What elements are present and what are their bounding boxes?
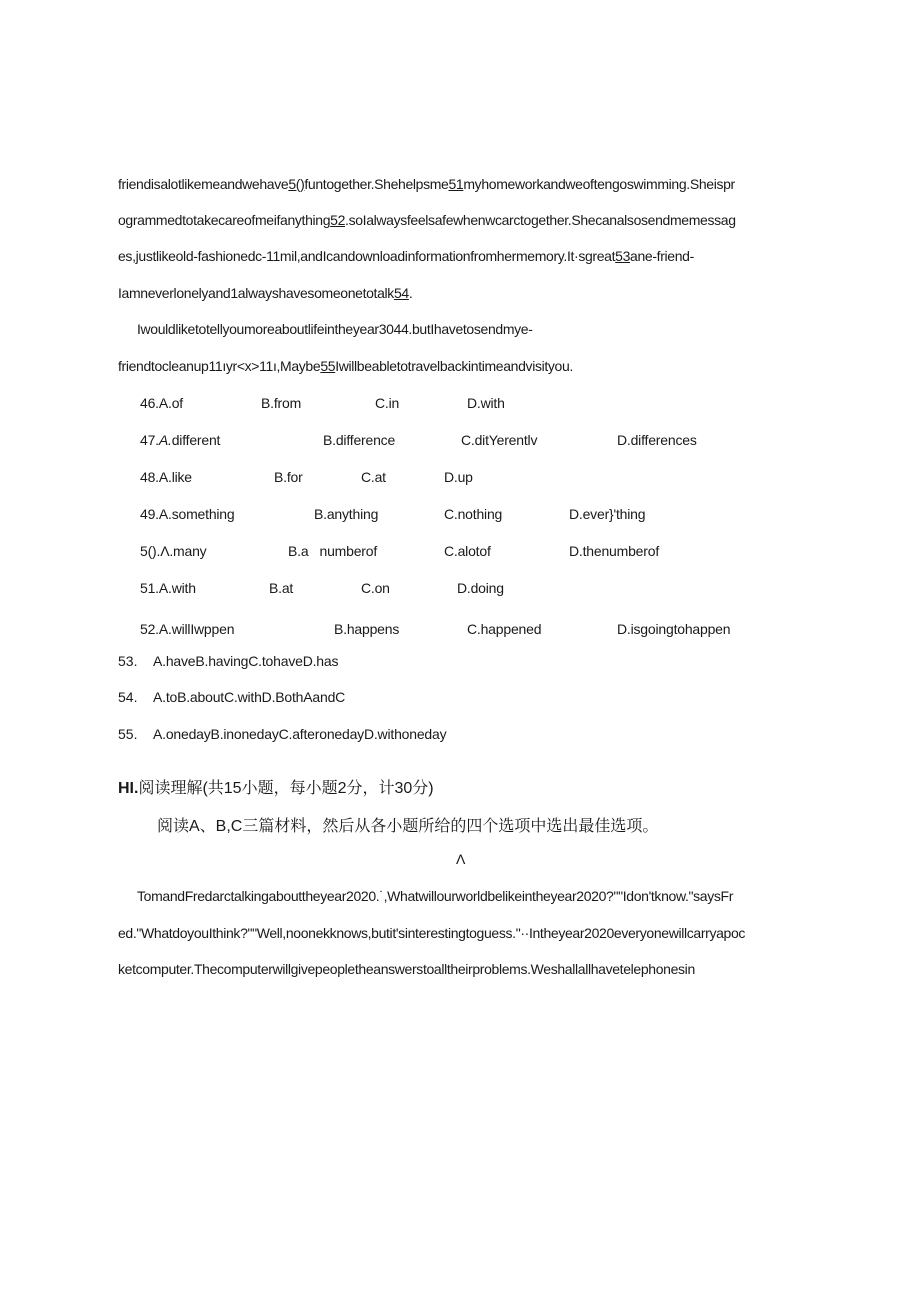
option-a: 49.A.something <box>140 506 235 522</box>
option-d: D.ever}'thing <box>569 506 646 522</box>
option-a: 46.A.of <box>140 395 183 411</box>
section-instruction: 阅读A、B,C三篇材料，然后从各小题所给的四个选项中选出最佳选项。 <box>157 818 659 835</box>
option-b: B.difference <box>323 432 396 448</box>
option-d: D.isgoingtohappen <box>617 621 731 637</box>
option-c: C.at <box>361 469 386 485</box>
blank-52: 52 <box>330 212 346 228</box>
passage-line-4 <box>118 285 412 301</box>
option-c: C.happened <box>467 621 542 637</box>
reading-line-3: ketcomputer.Thecomputerwillgivepeopletheanswerstoalltheirproblems.Weshallallhavetelephonesin <box>118 961 695 977</box>
passage-line-2 <box>118 212 736 228</box>
text: ane-friend- <box>630 248 694 264</box>
option-d: D.up <box>444 469 473 485</box>
text: friendtocleanup11ıyr<x>11ı,Maybe <box>118 358 321 374</box>
blank-54: 54 <box>393 285 409 301</box>
option-c: C.alotof <box>444 543 491 559</box>
option-b: B.for <box>274 469 303 485</box>
option-b: B.a numberof <box>288 543 378 559</box>
section-number: HI. <box>118 780 139 797</box>
text: .soIalwaysfeelsafewhenwcarctogether.Shecanalsosendmemessag <box>345 212 736 228</box>
option-a: 52.A.willIwppen <box>140 621 235 637</box>
option-c: C.ditYerentlv <box>461 432 538 448</box>
question-options: A.onedayB.inonedayC.afteronedayD.withoneday <box>153 726 447 742</box>
text: funtogether.Shehelpsme <box>304 176 449 192</box>
blank-53: 53 <box>615 248 631 264</box>
text: friendisalotlikemeandwehave <box>118 176 289 192</box>
section-heading <box>118 775 434 798</box>
text: ogrammedtotakecareofmeifanything <box>118 212 331 228</box>
option-b: B.happens <box>334 621 400 637</box>
text: Iwillbeabletotravelbackintimeandvisityou. <box>335 358 573 374</box>
text: myhomeworkandweoftengoswimming.Sheispr <box>463 176 735 192</box>
question-options: A.haveB.havingC.tohaveD.has <box>153 653 339 669</box>
question-options: A.toB.aboutC.withD.BothAandC <box>153 689 346 705</box>
reading-line-1: TomandFredarctalkingabouttheyear2020.˙,Whatwillourworldbelikeintheyear2020?""Idon'tknow."saysFr <box>137 888 734 904</box>
option-a: 51.A.with <box>140 580 196 596</box>
passage-line-5: Iwouldliketotellyoumoreaboutlifeintheyear3044.butIhavetosendmye- <box>137 321 533 337</box>
option-b: B.from <box>261 395 302 411</box>
question-number: 47. <box>140 432 159 448</box>
option-b: B.anything <box>314 506 379 522</box>
option-d: D.doing <box>457 580 504 596</box>
passage-line-3 <box>118 248 694 264</box>
passage-line-6 <box>118 358 573 374</box>
passage-line-1 <box>118 176 735 192</box>
text: es,justlikeold-fashionedc-11mil,andIcandownloadinformationfromhermemory.It·sgreat <box>118 248 616 264</box>
option-a: 5().Λ.many <box>140 543 207 559</box>
option-b: B.at <box>269 580 294 596</box>
option-letter: A. <box>158 432 172 448</box>
part-label: Λ <box>456 851 466 867</box>
option-d: D.differences <box>617 432 697 448</box>
option-d: D.thenumberof <box>569 543 660 559</box>
section-title: 阅读理解(共15小题，每小题2分，计30分) <box>138 780 434 797</box>
option-c: C.on <box>361 580 390 596</box>
option-d: D.with <box>467 395 505 411</box>
text: Iamneverlonelyand1alwayshavesomeonetotalk <box>118 285 394 301</box>
blank-51: 51 <box>448 176 464 192</box>
blank-50: 5() <box>288 176 305 192</box>
option-c: C.in <box>375 395 400 411</box>
option-a <box>140 432 220 448</box>
option-text: different <box>171 432 221 448</box>
question-number: 53. <box>118 653 138 669</box>
question-number: 54. <box>118 689 138 705</box>
reading-line-2: ed."WhatdoyouIthink?""Well,noonekknows,butit'sinterestingtoguess."··Intheyear2020everyonewillcarryapoc <box>118 925 746 941</box>
text: . <box>408 285 413 301</box>
option-a: 48.A.like <box>140 469 192 485</box>
question-number: 55. <box>118 726 138 742</box>
option-c: C.nothing <box>444 506 503 522</box>
blank-55: 55 <box>320 358 336 374</box>
